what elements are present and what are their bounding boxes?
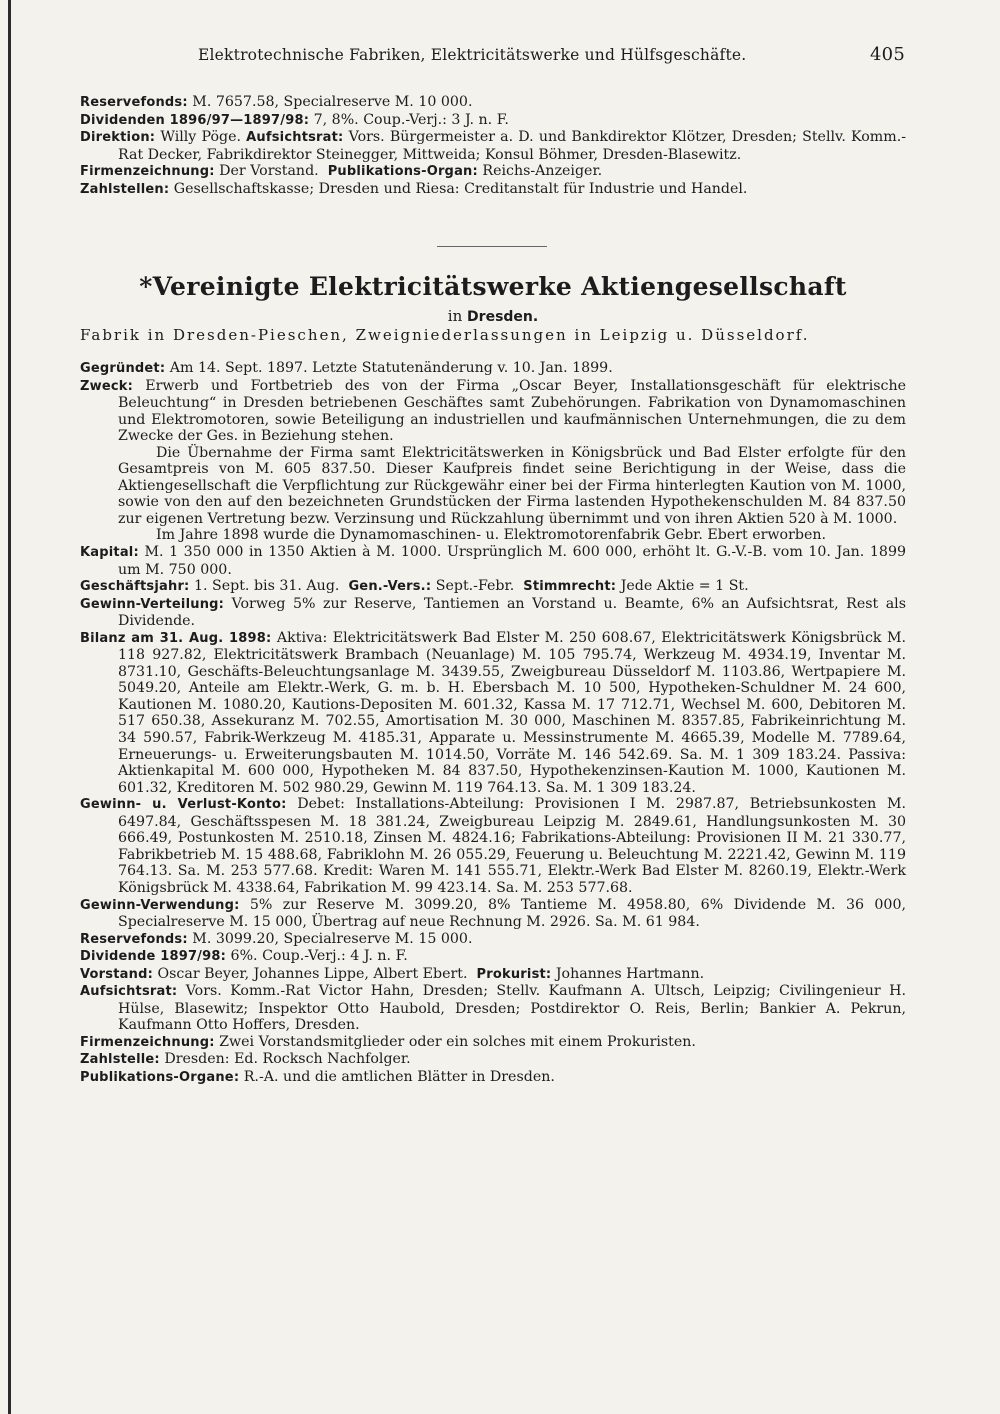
label: Gen.-Vers.: bbox=[348, 579, 432, 595]
text: Der Vorstand. bbox=[219, 163, 319, 180]
label: Bilanz am 31. Aug. 1898: bbox=[80, 630, 272, 646]
text: Vors. Komm.-Rat Victor Hahn, Dresden; Stellv. Kaufmann A. Ultsch, Leipzig; Civilingenieur H. Hülse, Blasewitz; Inspektor Otto Haubold, Dresden; Postdirektor O. Reis, Berlin; Bankier A. Pekrun, Kaufmann Otto Hoffers, Dresden. bbox=[118, 983, 906, 1034]
text: R.-A. und die amtlichen Blätter in Dresden. bbox=[243, 1068, 555, 1085]
location-city: Dresden. bbox=[467, 309, 539, 325]
label: Reservefonds: bbox=[80, 95, 188, 110]
signature-line bbox=[80, 163, 906, 181]
paying-agent-line bbox=[80, 1051, 906, 1069]
label: Zahlstellen: bbox=[80, 181, 170, 197]
section-divider bbox=[437, 246, 547, 247]
label: Kapital: bbox=[80, 545, 139, 561]
text: Jede Aktie = 1 St. bbox=[620, 578, 749, 595]
page-margin-line bbox=[8, 0, 11, 1414]
profit-distribution-line bbox=[80, 596, 906, 630]
text: Debet: Installations-Abteilung: Provisionen I M. 2987.87, Betriebsunkosten M. 6497.84, Geschäftsspesen M. 18 381.24, Zweigbureau Leipzig M. 2849.61, Handlungsunkosten M. 30 666.49, Postunkosten M. 2510.18, Zinsen M. 4824.16; Fabrikations-Abteilung: Provisionen II M. 21 330.77, Fabrikbetrieb M. 15 488.68, Fabriklohn M. 26 055.29, Feuerung u. Beleuchtung M. 2221.42, Gewinn M. 119 764.13. Sa. M. 253 577.68. Kredit: Waren M. 141 555.71, Elektr.-Werk Bad Elster M. 8260.19, Elektr.-Werk Königsbrück M. 4338.64, Fabrikation M. 99 423.14. Sa. M. 253 577.68. bbox=[118, 796, 906, 896]
label: Dividende 1897/98: bbox=[80, 949, 227, 965]
profit-use-paragraph bbox=[80, 897, 906, 931]
dividend-line bbox=[80, 112, 906, 130]
text: Oscar Beyer, Johannes Lippe, Albert Ebert. bbox=[157, 965, 468, 982]
text: 6%. Coup.-Verj.: 4 J. n. F. bbox=[230, 948, 408, 965]
label: Gewinn-Verwendung: bbox=[80, 897, 240, 913]
label: Firmenzeichnung: bbox=[80, 164, 215, 180]
text: M. 3099.20, Specialreserve M. 15 000. bbox=[192, 930, 473, 947]
label: Zweck: bbox=[80, 378, 134, 394]
signature-line bbox=[80, 1034, 906, 1052]
text: M. 1 350 000 in 1350 Aktien à M. 1000. Ursprünglich M. 600 000, erhöht lt. G.-V.-B. vom 10. Jan. 1899 um M. 750 000. bbox=[118, 544, 907, 578]
purpose-paragraph-2: Die Übernahme der Firma samt Elektricitätswerken in Königsbrück und Bad Elster erfolgte für den Gesamtpreis von M. 605 837.50. Dieser Kaufpreis findet seine Berichtigung in der Weise, dass die Aktiengesellschaft die Verpflichtung zur Rückgewähr einer bei der Firma hinterlegten Kaution von M. 1000, sowie von den auf den bezeichneten Grundstücken der Firma lastenden Hypothekenschulden M. 84 837.50 zur eigenen Vertretung bezw. Verzinsung und Rückzahlung übernimmt und von ihren Aktien 520 à M. 1000. bbox=[118, 444, 906, 527]
text: Zwei Vorstandsmitglieder oder ein solches mit einem Prokuristen. bbox=[219, 1033, 696, 1050]
reserve-line bbox=[80, 94, 906, 112]
company-entry bbox=[80, 360, 906, 1087]
profit-loss-paragraph bbox=[80, 796, 906, 896]
company-location bbox=[80, 307, 906, 325]
label: Aufsichtsrat: bbox=[80, 984, 178, 1000]
text: Sept.-Febr. bbox=[435, 578, 515, 595]
label: Gewinn-Verteilung: bbox=[80, 596, 225, 612]
label: Gewinn- u. Verlust-Konto: bbox=[80, 797, 287, 813]
balance-sheet-paragraph bbox=[80, 630, 906, 796]
fiscal-year-line bbox=[80, 578, 906, 596]
text: 7, 8%. Coup.-Verj.: 3 J. n. F. bbox=[313, 111, 509, 128]
purpose-paragraph bbox=[80, 378, 906, 445]
label: Aufsichtsrat: bbox=[246, 130, 344, 146]
founded-line bbox=[80, 360, 906, 378]
label: Vorstand: bbox=[80, 966, 153, 982]
supervisory-board-paragraph bbox=[80, 983, 906, 1034]
text: M. 7657.58, Specialreserve M. 10 000. bbox=[192, 94, 473, 110]
label: Geschäftsjahr: bbox=[80, 579, 190, 595]
board-line bbox=[80, 129, 906, 163]
label: Zahlstelle: bbox=[80, 1052, 160, 1068]
text: 1. Sept. bis 31. Aug. bbox=[193, 578, 340, 595]
text: Gesellschaftskasse; Dresden und Riesa: Creditanstalt für Industrie und Handel. bbox=[173, 180, 748, 197]
dividend-line bbox=[80, 948, 906, 966]
text: Willy Pöge. bbox=[160, 129, 241, 146]
running-header bbox=[80, 44, 905, 68]
label: Firmenzeichnung: bbox=[80, 1034, 215, 1050]
company-factory-line: Fabrik in Dresden-Pieschen, Zweigniederlassungen in Leipzig u. Düsseldorf. bbox=[80, 326, 810, 344]
label: Publikations-Organe: bbox=[80, 1069, 240, 1085]
text: Reichs-Anzeiger. bbox=[482, 163, 603, 180]
label: Dividenden 1896/97—1897/98: bbox=[80, 112, 310, 128]
previous-entry-tail bbox=[80, 94, 906, 198]
text: Vors. Bürgermeister a. D. und Bankdirektor Klötzer, Dresden; Stellv. Komm.-Rat Decker, Fabrikdirektor Steinegger, Mittweida; Konsul Böhmer, Dresden-Blasewitz. bbox=[118, 129, 906, 163]
management-line bbox=[80, 966, 906, 984]
purpose-paragraph-3: Im Jahre 1898 wurde die Dynamomaschinen- u. Elektromotorenfabrik Gebr. Ebert erworben. bbox=[156, 527, 826, 544]
text: Johannes Hartmann. bbox=[555, 965, 705, 982]
text: Vorweg 5% zur Reserve, Tantiemen an Vorstand u. Beamte, 6% an Aufsichtsrat, Rest als Dividende. bbox=[118, 595, 906, 630]
text: Aktiva: Elektricitätswerk Bad Elster M. 250 608.67, Elektricitätswerk Königsbrück M. 118 927.82, Elektricitätswerk Brambach (Neuanlage) M. 105 795.74, Werkzeug M. 4934.19, Inventar M. 8731.10, Geschäfts-Beleuchtungsanlage M. 3439.55, Zweigbureau Düsseldorf M. 1103.86, Wertpapiere M. 5049.20, Anteile am Elektr.-Werk, G. m. b. H. Ebersbach M. 10 500, Hypotheken-Schuldner M. 24 600, Kautionen M. 1080.20, Kautions-Depositen M. 601.32, Kassa M. 17 712.71, Wechsel M. 600, Debitoren M. 517 650.38, Assekuranz M. 702.55, Amortisation M. 30 000, Maschinen M. 8357.85, Fabrikeinrichtung M. 34 590.57, Fabrik-Werkzeug M. 4185.31, Apparate u. Messinstrumente M. 4665.39, Modelle M. 7789.64, Erneuerungs- u. Erweiterungsbauten M. 1014.50, Vorräte M. 146 542.69. Sa. M. 1 309 183.24. Passiva: Aktienkapital M. 600 000, Hypotheken M. 84 837.50, Hypothekenzinsen-Kaution M. 1000, Kautionen M. 601.32, Kreditoren M. 502 980.29, Gewinn M. 119 764.13. Sa. M. 1 309 183.24. bbox=[118, 629, 906, 796]
reserve-line bbox=[80, 931, 906, 949]
label: Direktion: bbox=[80, 130, 156, 146]
label: Stimmrecht: bbox=[523, 579, 617, 595]
label: Publikations-Organ: bbox=[327, 164, 478, 180]
text: Erwerb und Fortbetrieb des von der Firma „Oscar Beyer, Installationsgeschäft für elektrische Beleuchtung“ in Dresden betriebenen Geschäftes samt Zubehörungen. Fabrikation von Dynamomaschinen und Elektromotoren, sowie Beteiligung an industriellen und kaufmännischen Unternehmungen, die zu dem Zwecke der Ges. in Beziehung stehen. bbox=[118, 377, 906, 445]
page-number: 405 bbox=[870, 44, 905, 65]
publication-line bbox=[80, 1069, 906, 1087]
text: 5% zur Reserve M. 3099.20, 8% Tantieme M. 4958.80, 6% Dividende M. 36 000, Specialreserve M. 15 000, Übertrag auf neue Rechnung M. 2926. Sa. M. 61 984. bbox=[118, 896, 906, 931]
text: Am 14. Sept. 1897. Letzte Statutenänderung v. 10. Jan. 1899. bbox=[169, 360, 613, 376]
capital-line bbox=[80, 544, 906, 578]
company-title: *Vereinigte Elektricitätswerke Aktiengesellschaft bbox=[139, 272, 847, 301]
header-title: Elektrotechnische Fabriken, Elektricitätswerke und Hülfsgeschäfte. bbox=[198, 46, 747, 64]
label: Gegründet: bbox=[80, 361, 166, 376]
text: Dresden: Ed. Rocksch Nachfolger. bbox=[164, 1051, 411, 1068]
label: Reservefonds: bbox=[80, 931, 188, 947]
paying-agents-line bbox=[80, 181, 906, 199]
location-prefix: in bbox=[447, 307, 463, 325]
label: Prokurist: bbox=[476, 966, 552, 982]
